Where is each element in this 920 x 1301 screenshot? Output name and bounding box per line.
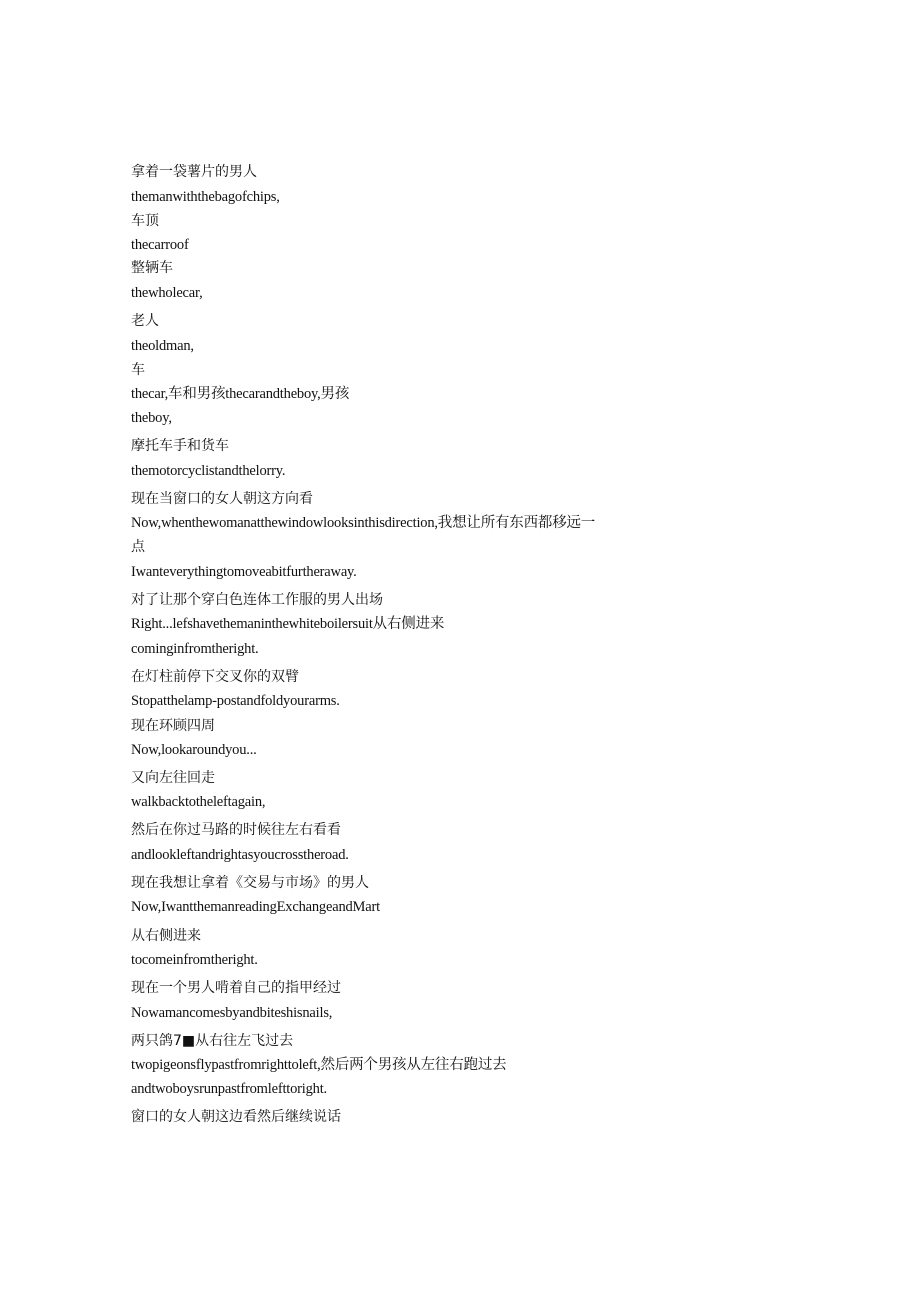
text-line: 现在环顾四周 — [131, 718, 215, 734]
text-line: Nowamancomesbyandbiteshisnails, — [131, 1005, 333, 1021]
text-line: 从右侧进来 — [131, 928, 201, 944]
text-line: Stopatthelamp-postandfoldyourarms. — [131, 693, 340, 709]
text-line: 窗口的女人朝这边看然后继续说话 — [131, 1109, 341, 1125]
text-line: thecar,车和男孩thecarandtheboy,男孩 — [131, 386, 350, 402]
text-line: thewholecar, — [131, 285, 203, 301]
text-line: 然后在你过马路的时候往左右看看 — [131, 822, 341, 838]
text-line: Now,lookaroundyou... — [131, 742, 257, 758]
text-line: 两只鸽7■从右往左飞过去 — [131, 1033, 294, 1049]
text-line: theboy, — [131, 410, 172, 426]
text-line: 对了让那个穿白色连体工作服的男人出场 — [131, 592, 383, 608]
text-line: cominginfromtheright. — [131, 641, 259, 657]
text-line: themotorcyclistandthelorry. — [131, 463, 286, 479]
text-line: 摩托车手和货车 — [131, 438, 229, 454]
text-line: themanwiththebagofchips, — [131, 189, 280, 205]
text-line: 整辆车 — [131, 260, 173, 276]
text-line: twopigeonsflypastfromrighttoleft,然后两个男孩从左往右跑过去 — [131, 1057, 507, 1073]
text-line: 车顶 — [131, 213, 159, 229]
text-line: 点 — [131, 539, 145, 555]
text-line: 拿着一袋薯片的男人 — [131, 164, 257, 180]
text-line: theoldman, — [131, 338, 194, 354]
text-line: Now,IwantthemanreadingExchangeandMart — [131, 899, 380, 915]
text-line: thecarroof — [131, 237, 189, 253]
text-line: 现在当窗口的女人朝这方向看 — [131, 491, 313, 507]
text-line: Right...lefshavethemaninthewhiteboilersuit从右侧进来 — [131, 616, 445, 632]
text-line: andlookleftandrightasyoucrosstheroad. — [131, 847, 349, 863]
text-line: 现在我想让拿着《交易与市场》的男人 — [131, 875, 369, 891]
text-line: 老人 — [131, 313, 159, 329]
text-line: andtwoboysrunpastfromlefttoright. — [131, 1081, 327, 1097]
text-line: tocomeinfromtheright. — [131, 952, 258, 968]
text-line: Now,whenthewomanatthewindowlooksinthisdirection,我想让所有东西都移远一 — [131, 515, 596, 531]
text-line: 车 — [131, 362, 145, 378]
text-line: 在灯柱前停下交叉你的双臂 — [131, 669, 299, 685]
text-line: 又向左往回走 — [131, 770, 215, 786]
text-line: 现在一个男人啃着自己的指甲经过 — [131, 980, 341, 996]
text-line: Iwanteverythingtomoveabitfurtheraway. — [131, 564, 357, 580]
text-line: walkbacktotheleftagain, — [131, 794, 266, 810]
